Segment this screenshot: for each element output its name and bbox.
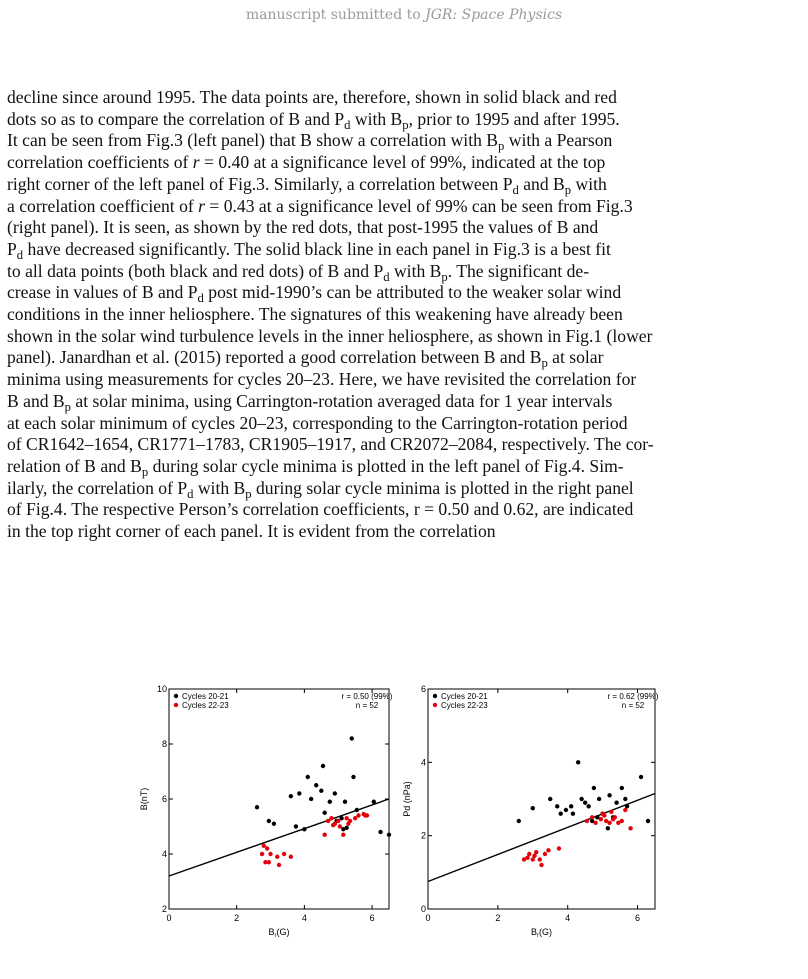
chart-panel-1 xyxy=(139,684,393,939)
text-line: B and $B_p$ at solar minima, using Carrington-rotation averaged data for 1 year intervals xyxy=(7,390,613,414)
data-point-red xyxy=(268,852,272,856)
data-point-black xyxy=(517,819,521,823)
data-point-red xyxy=(546,848,550,852)
data-point-black xyxy=(255,805,259,809)
data-point-red xyxy=(539,863,543,867)
data-point-black xyxy=(372,800,376,804)
data-point-red xyxy=(613,815,617,819)
data-point-red xyxy=(557,846,561,850)
data-point-black xyxy=(387,833,391,837)
data-point-black xyxy=(531,806,535,810)
legend-label: Cycles 20-21 xyxy=(441,692,488,701)
x-tick-label: 2 xyxy=(495,913,501,923)
data-point-red xyxy=(262,844,266,848)
data-point-red xyxy=(609,810,613,814)
data-point-red xyxy=(267,860,271,864)
data-point-red xyxy=(599,817,603,821)
x-tick-label: 6 xyxy=(369,913,375,923)
data-point-red xyxy=(265,846,269,850)
data-point-black xyxy=(297,791,301,795)
data-point-red xyxy=(620,819,624,823)
data-point-black xyxy=(339,816,343,820)
legend-marker xyxy=(174,703,178,707)
data-point-red xyxy=(527,852,531,856)
data-point-black xyxy=(548,797,552,801)
running-header-journal: JGR: Space Physics xyxy=(425,7,563,23)
data-point-black xyxy=(592,786,596,790)
data-point-black xyxy=(559,811,563,815)
text-line: a correlation coefficient of r = 0.43 at a significance level of 99% can be seen from Fig.3 xyxy=(7,195,633,216)
data-point-red xyxy=(289,855,293,859)
text-line: conditions in the inner heliosphere. The signatures of this weakening have already been xyxy=(7,304,623,325)
legend-marker xyxy=(433,703,437,707)
y-tick-label: 2 xyxy=(420,830,426,841)
x-tick-label: 0 xyxy=(166,913,172,923)
data-point-red xyxy=(628,826,632,830)
best-fit-line xyxy=(428,794,655,882)
x-axis-label: $B_r(G)$ xyxy=(530,927,553,939)
data-point-red xyxy=(341,833,345,837)
text-line: of CR1642–1654, CR1771–1783, CR1905–1917, and CR2072–2084, respectively. The cor- xyxy=(7,434,654,455)
data-point-red xyxy=(277,863,281,867)
legend-label: Cycles 20-21 xyxy=(182,692,229,701)
data-point-black xyxy=(267,819,271,823)
x-tick-label: 4 xyxy=(301,913,307,923)
data-point-red xyxy=(322,833,326,837)
data-point-black xyxy=(294,824,298,828)
text-line: $P_d$ have decreased significantly. The solid black line in each panel in Fig.3 is a best fit xyxy=(7,238,611,262)
x-axis-label: $B_r(G)$ xyxy=(268,927,290,939)
data-point-black xyxy=(328,800,332,804)
text-line: panel). Janardhan et al. (2015) reported a good correlation between B and $B_p$ at solar xyxy=(7,347,604,371)
data-point-red xyxy=(260,852,264,856)
data-point-black xyxy=(646,819,650,823)
data-point-red xyxy=(365,813,369,817)
data-point-black xyxy=(333,791,337,795)
data-point-black xyxy=(351,775,355,779)
data-point-red xyxy=(344,816,348,820)
data-point-black xyxy=(322,811,326,815)
data-point-red xyxy=(326,819,330,823)
data-point-black xyxy=(555,804,559,808)
plot-frame xyxy=(169,689,389,909)
x-tick-label: 0 xyxy=(425,913,431,923)
data-point-red xyxy=(329,816,333,820)
y-tick-label: 10 xyxy=(156,684,167,694)
data-point-black xyxy=(620,786,624,790)
text-line: (right panel). It is seen, as shown by the red dots, that post-1995 the values of B and xyxy=(7,217,599,238)
x-tick-label: 4 xyxy=(565,913,571,923)
data-point-black xyxy=(306,775,310,779)
data-point-black xyxy=(314,783,318,787)
data-point-red xyxy=(348,819,352,823)
data-point-black xyxy=(378,830,382,834)
data-point-red xyxy=(353,816,357,820)
data-point-red xyxy=(282,852,286,856)
data-point-red xyxy=(585,819,589,823)
y-tick-label: 4 xyxy=(420,757,426,768)
data-point-black xyxy=(321,764,325,768)
data-point-black xyxy=(569,804,573,808)
y-tick-label: 0 xyxy=(420,904,426,914)
legend-label: Cycles 22-23 xyxy=(441,701,488,710)
y-axis-label: B(nT) xyxy=(139,787,149,811)
y-tick-label: 6 xyxy=(420,684,426,694)
data-point-red xyxy=(602,813,606,817)
text-line: minima using measurements for cycles 20–23. Here, we have revisited the correlation for xyxy=(7,369,637,390)
data-point-black xyxy=(355,808,359,812)
data-point-black xyxy=(639,775,643,779)
data-point-red xyxy=(590,815,594,819)
data-point-black xyxy=(579,797,583,801)
data-point-red xyxy=(275,855,279,859)
data-point-black xyxy=(607,793,611,797)
correlation-annotation: r = 0.62 (99%) xyxy=(607,692,659,701)
running-header-prefix: manuscript submitted to xyxy=(245,7,426,23)
text-line: in the top right corner of each panel. It is evident from the correlation xyxy=(7,521,496,542)
text-line: to all data points (both black and red dots) of B and $P_d$ with $B_p$. The significant de- xyxy=(7,260,590,284)
data-point-black xyxy=(623,797,627,801)
data-point-red xyxy=(593,821,597,825)
y-tick-label: 4 xyxy=(161,849,167,859)
text-line: dots so as to compare the correlation of B and $P_d$ with $B_p$, prior to 1995 and after 1995. xyxy=(7,108,620,132)
data-point-red xyxy=(607,821,611,825)
data-point-black xyxy=(350,736,354,740)
plot-frame xyxy=(428,689,655,909)
legend-marker xyxy=(433,694,437,698)
data-point-red xyxy=(538,857,542,861)
data-point-black xyxy=(564,808,568,812)
text-line: right corner of the left panel of Fig.3. Similarly, a correlation between $P_d$ and $B_p$ with xyxy=(7,173,607,197)
chart-panel-2 xyxy=(402,684,659,939)
y-tick-label: 8 xyxy=(161,739,167,749)
text-line: crease in values of B and $P_d$ post mid-1990’s can be attributed to the weaker solar wind xyxy=(7,282,622,306)
data-point-black xyxy=(606,826,610,830)
correlation-annotation: n = 52 xyxy=(621,701,645,710)
data-point-red xyxy=(534,850,538,854)
data-point-black xyxy=(614,800,618,804)
data-point-black xyxy=(571,811,575,815)
correlation-annotation: r = 0.50 (99%) xyxy=(341,692,393,701)
data-point-black xyxy=(272,822,276,826)
data-point-black xyxy=(344,826,348,830)
text-line: at each solar minimum of cycles 20–23, corresponding to the Carrington-rotation period xyxy=(7,412,628,433)
data-point-black xyxy=(302,827,306,831)
data-point-black xyxy=(597,797,601,801)
x-tick-label: 2 xyxy=(234,913,240,923)
text-line: It can be seen from Fig.3 (left panel) that B show a correlation with $B_p$ with a Pearson xyxy=(7,130,613,154)
data-point-red xyxy=(543,852,547,856)
legend-marker xyxy=(174,694,178,698)
data-point-red xyxy=(623,808,627,812)
text-line: correlation coefficients of r = 0.40 at a significance level of 99%, indicated at the top xyxy=(7,152,606,173)
text-line: decline since around 1995. The data points are, therefore, shown in solid black and red xyxy=(7,87,617,107)
data-point-red xyxy=(336,819,340,823)
legend-label: Cycles 22-23 xyxy=(182,701,229,710)
data-point-black xyxy=(343,800,347,804)
y-tick-label: 2 xyxy=(161,904,167,914)
data-point-black xyxy=(289,794,293,798)
x-tick-label: 6 xyxy=(635,913,641,923)
data-point-red xyxy=(338,824,342,828)
data-point-black xyxy=(583,800,587,804)
data-point-black xyxy=(586,804,590,808)
data-point-black xyxy=(576,760,580,764)
y-axis-label: Pd (nPa) xyxy=(402,781,412,817)
data-point-black xyxy=(309,797,313,801)
data-point-red xyxy=(331,823,335,827)
data-point-black xyxy=(319,789,323,793)
text-line: relation of B and $B_p$ during solar cycle minima is plotted in the left panel of Fig.4. Sim- xyxy=(7,455,624,479)
data-point-red xyxy=(356,813,360,817)
correlation-annotation: n = 52 xyxy=(355,701,379,710)
y-tick-label: 6 xyxy=(161,794,167,804)
text-line: ilarly, the correlation of $P_d$ with $B_p$ during solar cycle minima is plotted in the right panel xyxy=(7,477,634,501)
text-line: of Fig.4. The respective Person’s correlation coefficients, r = 0.50 and 0.62, are indicated xyxy=(7,499,634,520)
text-line: shown in the solar wind turbulence levels in the inner heliosphere, as shown in Fig.1 (lower xyxy=(7,325,653,346)
